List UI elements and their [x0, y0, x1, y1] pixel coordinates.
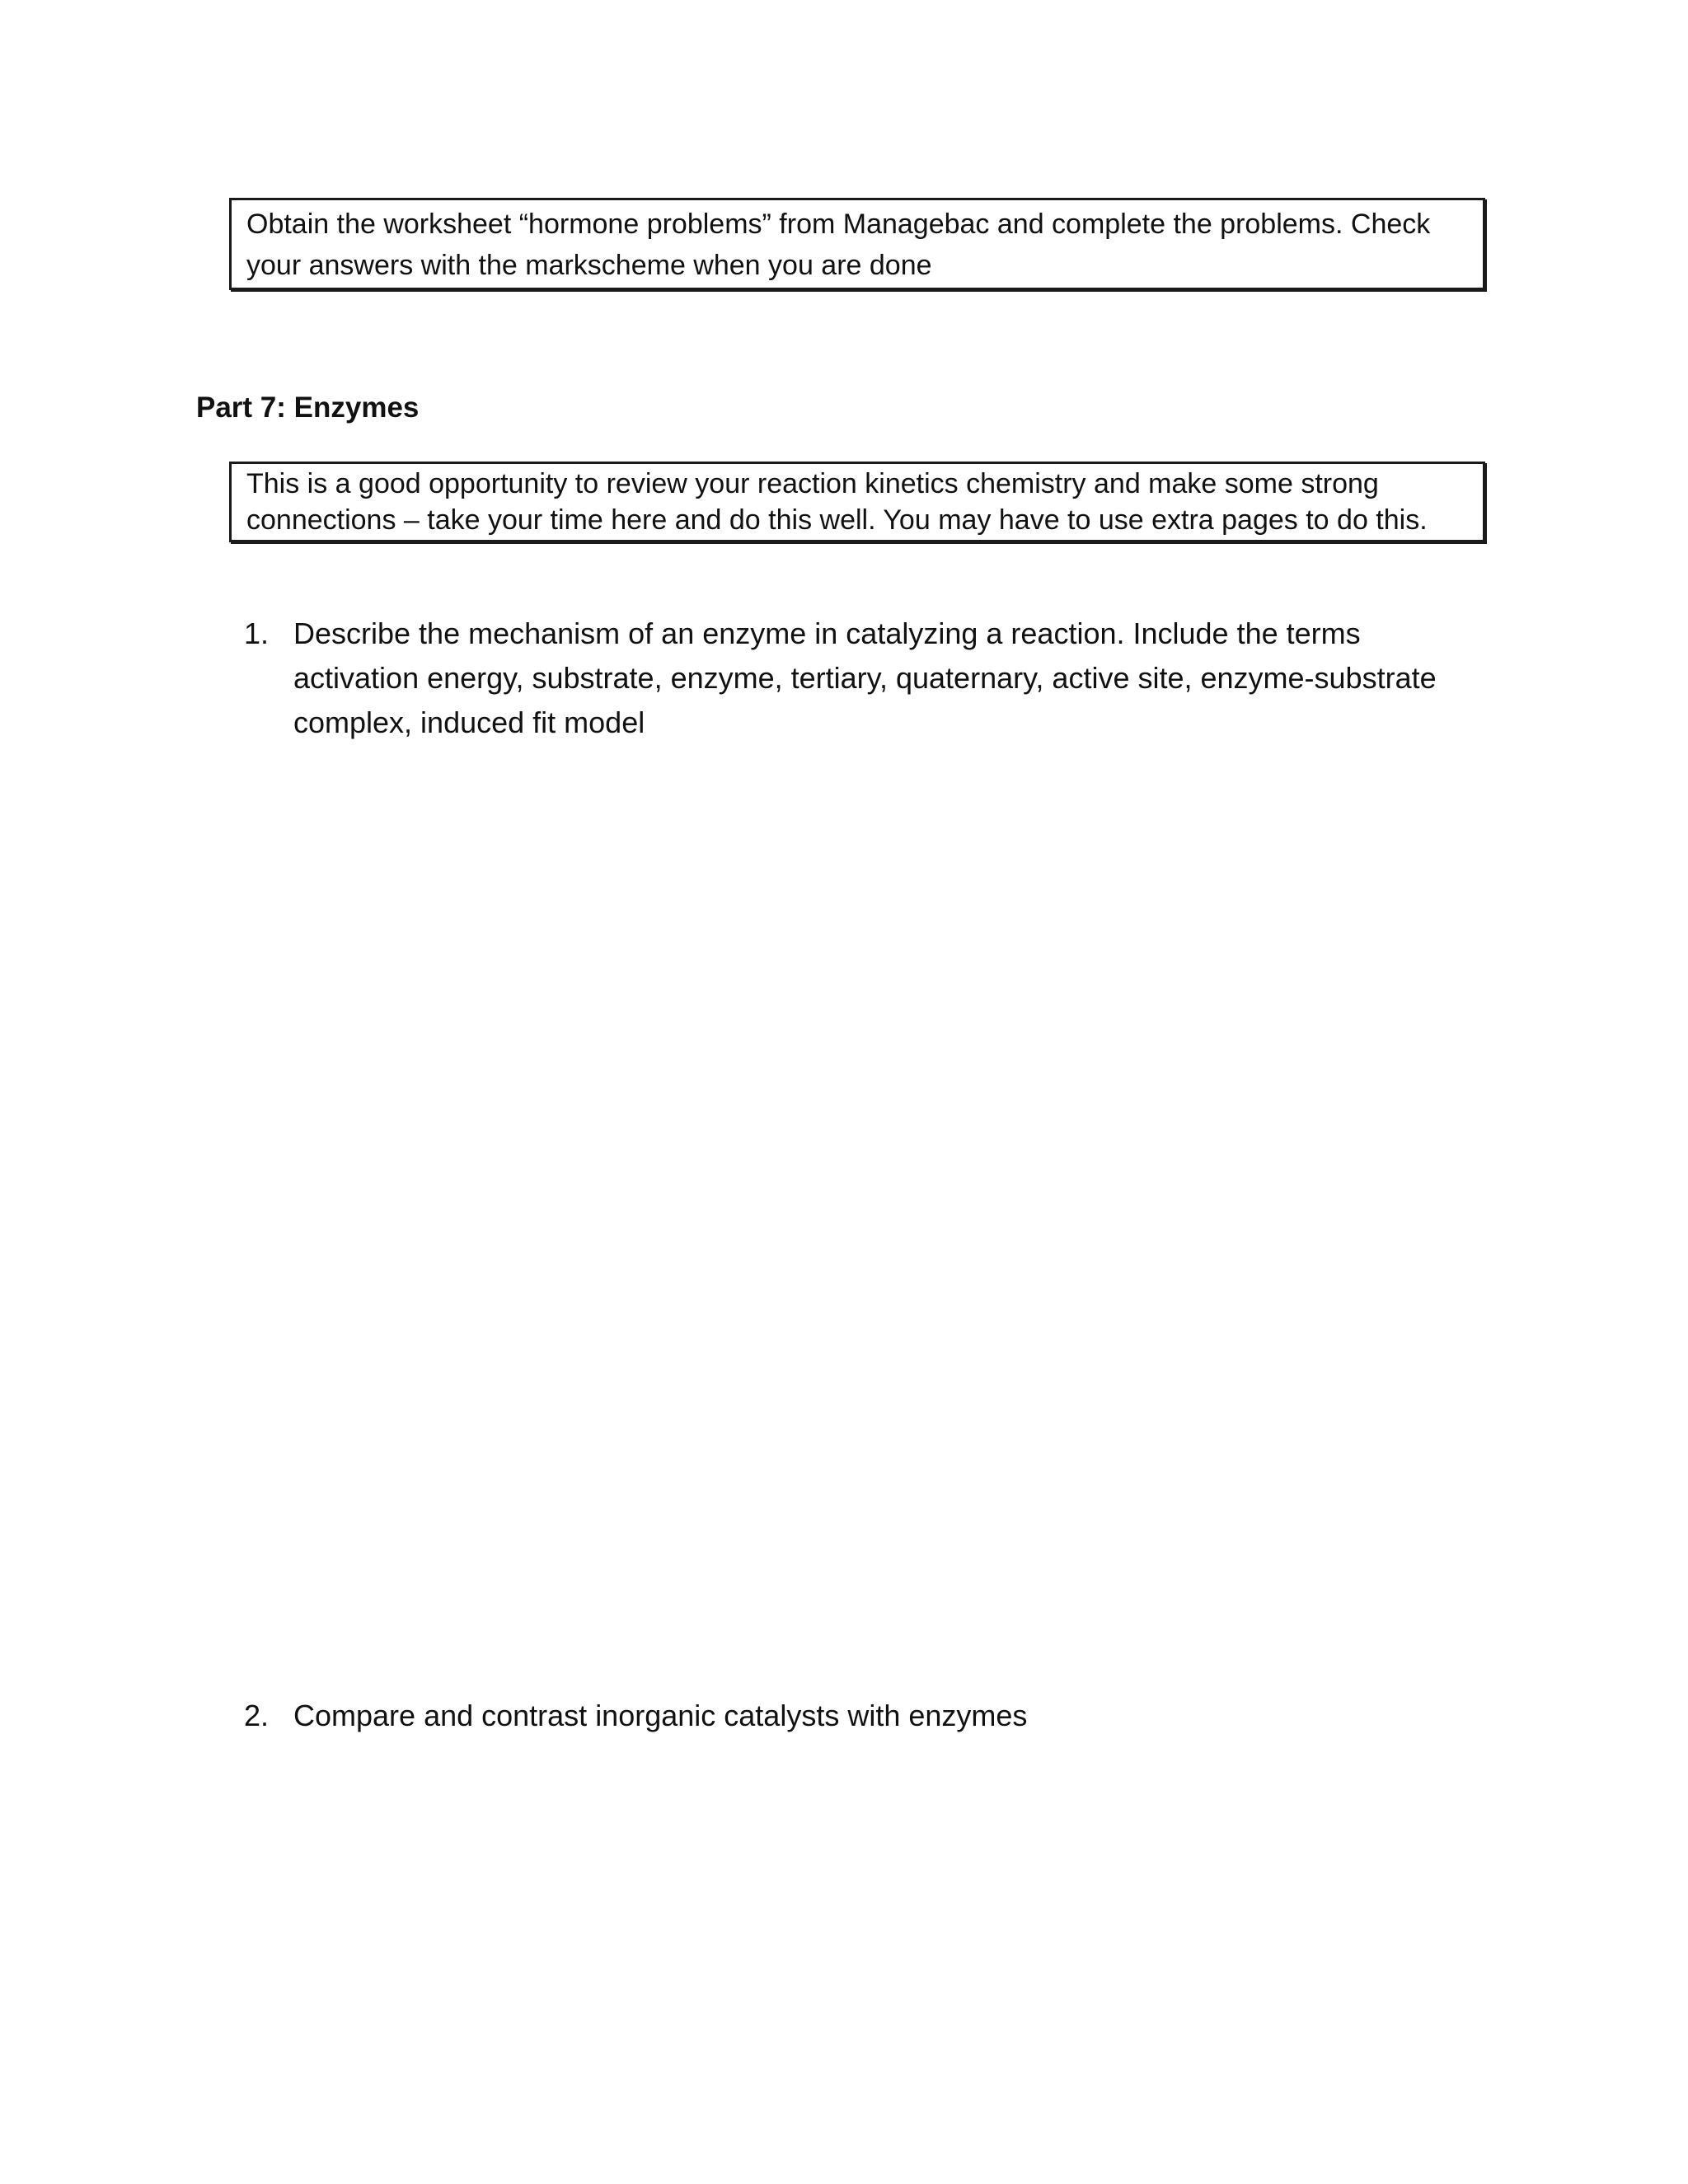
review-note-box [229, 462, 1485, 542]
section-heading: Part 7: Enzymes [196, 391, 420, 424]
question-item [244, 1694, 1480, 1738]
review-note-text: This is a good opportunity to review your reaction kinetics chemistry and make some strong connections – take your time here and do this well. You may have to use extra pages to do this. [246, 468, 1428, 536]
worksheet-instruction-text: Obtain the worksheet “hormone problems” from Managebac and complete the problems. Check your answers with the markscheme when you are done [246, 209, 1431, 281]
question-text: Describe the mechanism of an enzyme in catalyzing a reaction. Include the terms activation energy, substrate, enzyme, tertiary, quaternary, active site, enzyme-substrate complex, induced fit model [293, 616, 1437, 739]
question-item [244, 612, 1480, 745]
question-number: 2. [244, 1699, 270, 1732]
worksheet-instruction-box [229, 198, 1485, 290]
question-number: 1. [244, 616, 270, 650]
question-text: Compare and contrast inorganic catalysts with enzymes [293, 1699, 1028, 1732]
